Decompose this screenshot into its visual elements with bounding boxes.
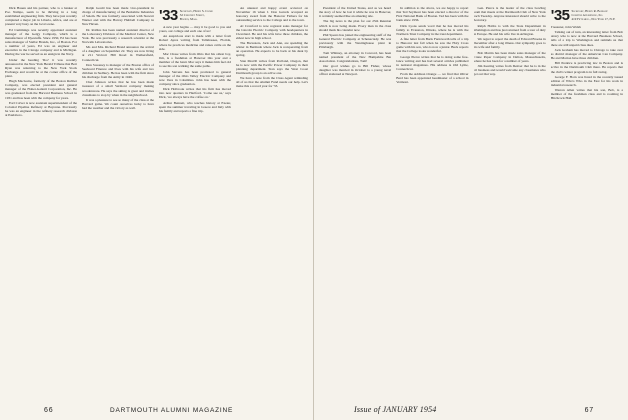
paragraph: Hugh MacGuire, formerly of the Boston Rubber Company, was elected president and general manager of the Fisher-Galanti Corporation, Inc. He was graduated from the Harvard Business School in 1931 and has been with the company for years.: [5, 79, 77, 100]
right-column-3: [474, 6, 546, 398]
left-column-2: [82, 6, 154, 398]
paragraph: Dick Lyons sends word that he has moved his family to Evanston, Illinois, where he is with the Northern Trust Company in the trust department.: [396, 23, 469, 36]
paragraph: From the Addison Orange — we find that Oliver Bard has been appointed headmaster of a school in Vermont.: [396, 72, 469, 85]
paragraph: Bill Prentice is practicing law in Boston and is active in the Dartmouth Club there. He reports that the club's winter program is in full swing.: [550, 61, 623, 74]
paragraph: Mr. and Mrs. Richard Brand announce the arrival of a daughter on September 22. They are now living at 211 Wolcott Hill Road in Wethersfield, Connecticut.: [82, 45, 154, 62]
right-page-footer: [314, 402, 628, 414]
left-page-footer: [0, 402, 313, 414]
paragraph: John Stevens has been promoted to general manager of the Ohio Valley Electric Company and now lives in Columbus. John has been with the company since graduation.: [159, 69, 231, 86]
paragraph: It was a pleasure to see so many of the class at the Harvard game. We count ourselves lucky to have had the weather and the victory as well.: [82, 97, 154, 111]
paragraph: Jim Keating writes from Denver that he is in the oil business and would welcome any classmates who get out that way.: [473, 63, 546, 77]
class-secretary-info: [180, 9, 213, 22]
paragraph: Talking out of turn, an interesting letter from Bob Avery who is now at the Harvard Business School, tells of a trip to Washington and reminds us that there are still unpaid class dues.: [550, 30, 623, 47]
paragraph: The Brewsters, Jack and Ann, are spending the winter in Bermuda where Jack is recuperating from an operation. He expects to be back at his desk by spring.: [236, 41, 308, 58]
secretary-name: Secretary, Henry S. Cooke: [179, 9, 213, 13]
paragraph: In addition to the above, we are happy to report that Ted Seymour has been elected a director of the First National Bank of Boston. Ted has been with the bank since 1936.: [396, 6, 469, 23]
right-page: [314, 0, 628, 420]
page-number: 67: [584, 407, 594, 414]
left-page-columns: [5, 6, 308, 398]
paragraph: Chet Johnson writes that he has been made treasurer of a small Vermont company making woodenware. He says the skiing is great and invites classmates to stop by when in the neighborhood.: [82, 80, 154, 97]
treasurer-line: Treasurer, John Walsh: [550, 25, 581, 29]
paragraph: Don Sweeney is manager of the Boston office of Seaboard Finance and lives with his wife and two children in Sudbury. He has been with the firm since his discharge from the Army in 1946.: [82, 62, 154, 80]
paragraph: Dr. Rollins has been named assistant director of the Laboratory Division of the Medical Center, New York. He was previously a research scientist at the Norwalk Laboratories.: [82, 27, 154, 44]
paragraph: A fine letter from Buck Farnsworth tells of a trip to Hanover last fall when he saw the Holy Cross game with his son, who is now a junior. Buck reports that the College looks wonderful.: [396, 37, 469, 54]
paragraph: Arthur Bennett, who teaches history at Exeter, spent the summer traveling in Greece and Italy with his family and reports a fine trip.: [159, 100, 231, 113]
paragraph: Under the heading 'Doc' it was recently announced in the New York Herald Tribune that Bert Ryan was returning to the New York Stock Exchange and would be at the corner office of the plant.: [5, 57, 77, 78]
secretary-address-line: 32 Chestnut Street,: [179, 12, 205, 17]
left-column-4: [236, 6, 308, 398]
paragraph: A new year begins — may it be good to you and yours, our college and each one of us!: [159, 25, 231, 34]
paragraph: We regret to report the death of Edward Brooks in December after a long illness. Our sympathy goes to his wife and family.: [473, 37, 546, 50]
paragraph: Gen. Pierce is the leader of the class bowling team that meets at the Dartmouth Club of New York each Tuesday. Anyone interested should write to the Secretary.: [473, 6, 546, 23]
class-heading-35: [551, 9, 623, 23]
paragraph: President of the United States, and as we heard the story of how he lost it while he was in Hanover, it certainly seemed like an amazing tale.: [319, 6, 392, 19]
secretary-address-line: 419 Fifth Ave., New York 17, N.Y.: [571, 16, 616, 21]
paragraph: An unusual and happy event occurred on November 16 when J. Don Garrels accepted an honorary award from the Hanover Fathers for his outstanding service to the College and to the town.: [236, 6, 308, 23]
paragraph: Our good wishes go to Bill Fisher, whose daughter was married in October to a young naval officer stationed at Newport.: [319, 63, 392, 77]
paragraph: Jack Graham has moved to Chicago to take over as district manager of the American Can Company. He and Marion have three children.: [550, 47, 623, 61]
paragraph: Bob Martin has been made sales manager of the Crane Paper Company in Dalton, Massachusetts, where he has been for a number of years.: [473, 50, 546, 63]
class-secretary-info: [572, 9, 616, 22]
paragraph: Dick Hauen and his partner, who is a banker at Poo Nampo, seem to be thriving in a long established engineering firm. They have just recently completed a major job in Liberia, Africa, and are at present very busy on the local scene.: [5, 6, 77, 27]
paragraph: George F. Horn was listed in the recently issued edition of Who's Who in the East for his work in industrial research.: [550, 74, 623, 87]
paragraph: Phil Spears has joined the engineering staff of the General Electric Company at Schenectady. He was previously with the Westinghouse plant in Pittsburgh.: [319, 32, 392, 50]
magazine-title: DARTMOUTH ALUMNI MAGAZINE: [110, 407, 234, 414]
right-column-2: [396, 6, 468, 398]
issue-date: Issue of JANUARY 1954: [354, 405, 437, 414]
paragraph: Mac Chase writes from Ohio that his oldest boy, Jim, is a freshman at Hanover this year and a member of the band. Mac says it makes him feel old to see his son walking the same paths.: [159, 51, 231, 69]
right-column-1: [319, 6, 391, 398]
class-year-number: '35: [550, 7, 570, 24]
class-year-number: '33: [159, 7, 178, 24]
paragraph: Stan Morrill writes from Portland, Oregon, that he is now with the Pacific Power Company in their planning department. Stan says the West Coast Dartmouth group is an active one.: [236, 58, 308, 75]
right-page-columns: [319, 6, 623, 398]
paragraph: The big news is the plan for our 25th Reunion which is now being made. Every man in the class should mark his calendar now.: [319, 19, 392, 32]
secretary-address-line: Compton Advertising, Inc.: [571, 12, 604, 17]
paragraph: Earl Colver is now assistant superintendent of the Colonial Pipeline Refinery at Bayonne. Previously he was an engineer in the refinery research division at Paulsboro.: [5, 100, 77, 118]
secretary-name: Secretary, Henry R. Bankart: [571, 9, 608, 13]
left-column-1: [5, 6, 77, 398]
paragraph: Ralph Hobbs is with the State Department in Washington and has just returned from a tour of duty in Europe. He and his wife live in Arlington.: [473, 23, 546, 36]
paragraph: Al Crawford is now regional sales manager for the Lincoln Electric Company with headquarters in Cleveland. He and his wife have three children, the eldest now in high school.: [236, 23, 308, 40]
paragraph: Ralph Gould has been made vice-president in charge of manufacturing of the Berkshire Industries of Salem. He was formerly associated with Stewart Warner and with the Harvey Hubbell Company in New Haven.: [82, 6, 154, 27]
right-column-4: [551, 6, 623, 398]
paragraph: We have a note from the Class Agent reminding all of us that the Alumni Fund needs our help. Let's make this a record year for '33.: [236, 76, 308, 89]
paragraph: An auspicious start is made with a letter from Robert Ayres writing from Tallahassee, Florida, where he practices medicine and raises cattle on the side.: [159, 34, 231, 51]
page-number: 66: [44, 407, 54, 414]
paragraph: Tom Whitney, an attorney in Concord, has been named president of the New Hampshire Bar Association. Congratulations, Tom!: [319, 50, 392, 63]
paragraph: Ed Cummings was recently appointed assistant manager of the Geigy Company, which is a manufacturer of Dyestuffs. Since 1950, Ed has been sales manager of Stellar Brands, Inc., of Boston. For a number of years, Ed was an engineer and executive in the Clarage company and is Michigan. During the war he served as an ensign in the Navy.: [5, 27, 77, 57]
paragraph: George Pierce writes that he is doing some free-lance writing and has had several articles published in national magazines. His address is Old Lyme, Connecticut.: [396, 54, 469, 71]
secretary-address-line: Boston, Mass.: [179, 16, 198, 21]
paragraph: Dick Holbrook writes that his firm has moved into new quarters in Hartford. 'Come see us,' says Dick, 'we always have the coffee on.': [159, 87, 231, 100]
paragraph: Warren Allen writes that his son, Bob, is a member of the freshman class and is rooming in Hitchcock Hall.: [550, 88, 623, 101]
class-heading-33: [159, 9, 231, 23]
left-column-3: [159, 6, 231, 398]
